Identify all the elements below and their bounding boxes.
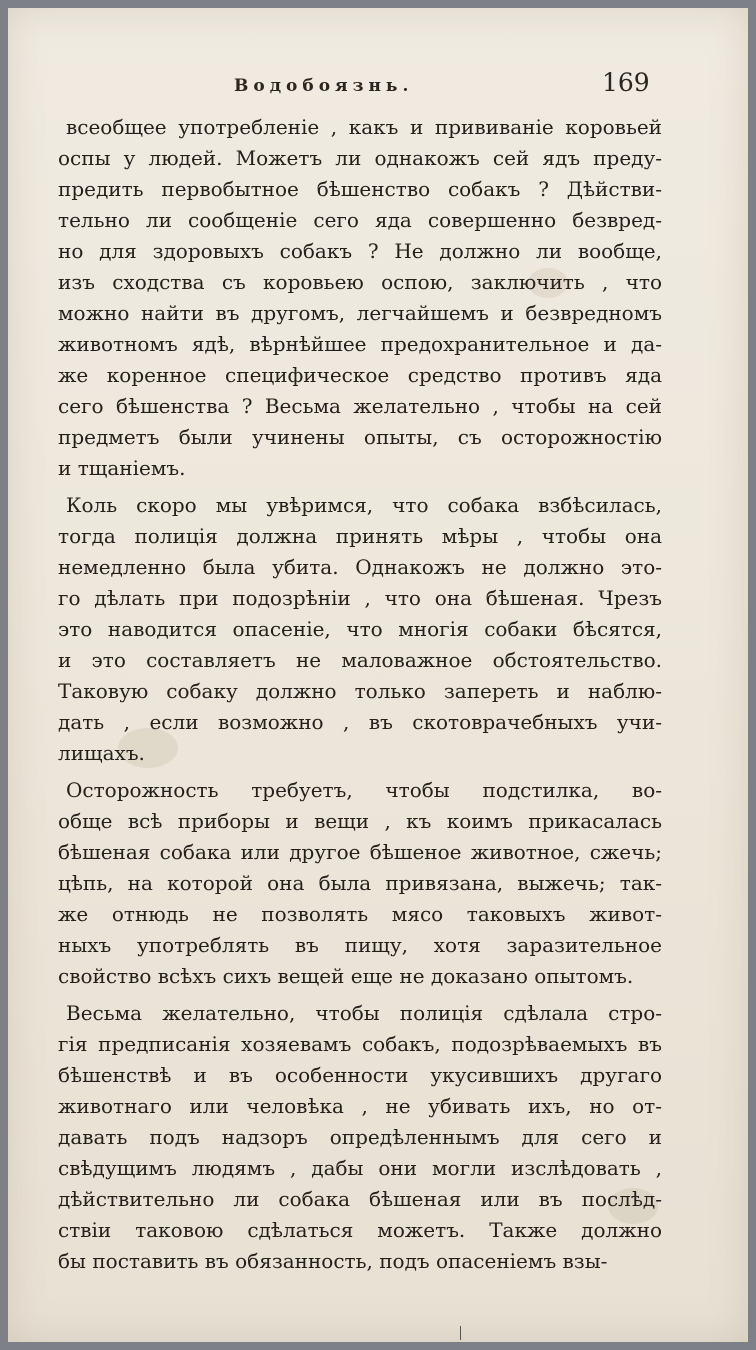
text-line: но для здоровыхъ собакъ ? Не должно ли вообще, <box>58 239 662 263</box>
text-line: предить первобытное бѣшенство собакъ ? Дѣйстви- <box>58 177 662 201</box>
text-line: дѣйствительно ли собака бѣшеная или въ послѣд- <box>58 1187 662 1211</box>
text-line: животнаго или человѣка , не убивать ихъ, но от- <box>58 1094 662 1118</box>
text-line: и тщаніемъ. <box>58 456 186 480</box>
book-page <box>8 8 748 1342</box>
text-line: тогда полиція должна принять мѣры , чтобы она <box>58 524 662 548</box>
text-line: Осторожность требуетъ, чтобы подстилка, во- <box>66 778 662 802</box>
text-line: оспы у людей. Можетъ ли однакожъ сей ядъ преду- <box>58 146 662 170</box>
text-line: тельно ли сообщеніе сего яда совершенно безвред- <box>58 208 662 232</box>
text-line: бы поставить въ обязанность, подъ опасеніемъ взы- <box>58 1249 608 1273</box>
text-line: сего бѣшенства ? Весьма желательно , чтобы на сей <box>58 394 662 418</box>
text-line: бѣшенствѣ и въ особенности укусившихъ другаго <box>58 1063 662 1087</box>
text-line: всеобщее употребленіе , какъ и прививаніе коровьей <box>66 115 662 139</box>
text-line: обще всѣ приборы и вещи , къ коимъ прикасалась <box>58 809 662 833</box>
text-line: и это составляетъ не маловажное обстоятельство. <box>58 648 662 672</box>
text-line: предметъ были учинены опыты, съ осторожностію <box>58 425 662 449</box>
paragraph <box>58 998 662 1277</box>
page-number: 169 <box>602 68 650 97</box>
text-line: ствіи таковою сдѣлаться можетъ. Также должно <box>58 1218 662 1242</box>
page-header <box>8 68 748 108</box>
text-line: бѣшеная собака или другое бѣшеное животное, сжечь; <box>58 840 662 864</box>
text-line: это наводится опасеніе, что многія собаки бѣсятся, <box>58 617 662 641</box>
running-title: Водобоязнь. <box>234 76 414 96</box>
text-line: Таковую собаку должно только запереть и наблю- <box>58 679 662 703</box>
text-line: лищахъ. <box>58 741 145 765</box>
text-line: же отнюдь не позволять мясо таковыхъ живот- <box>58 902 662 926</box>
text-line: Весьма желательно, чтобы полиція сдѣлала стро- <box>66 1001 662 1025</box>
text-line: дать , если возможно , въ скотоврачебныхъ учи- <box>58 710 662 734</box>
text-line: давать подъ надзоръ опредѣленнымъ для сего и <box>58 1125 662 1149</box>
text-line: свѣдущимъ людямъ , дабы они могли изслѣдовать , <box>58 1156 662 1180</box>
body-text <box>58 112 662 1277</box>
text-line: ныхъ употреблять въ пищу, хотя заразительное <box>58 933 662 957</box>
text-line: го дѣлать при подозрѣніи , что она бѣшеная. Чрезъ <box>58 586 662 610</box>
text-line: изъ сходства съ коровьею оспою, заключить , что <box>58 270 662 294</box>
text-line: животномъ ядѣ, вѣрнѣйшее предохранительное и да- <box>58 332 662 356</box>
paragraph <box>58 490 662 769</box>
text-line: свойство всѣхъ сихъ вещей еще не доказано опытомъ. <box>58 964 634 988</box>
text-line: же коренное специфическое средство противъ яда <box>58 363 662 387</box>
text-line: цѣпь, на которой она была привязана, выжечь; так- <box>58 871 662 895</box>
text-line: гія предписанія хозяевамъ собакъ, подозрѣваемыхъ въ <box>58 1032 662 1056</box>
text-line: можно найти въ другомъ, легчайшемъ и безвредномъ <box>58 301 662 325</box>
paragraph <box>58 775 662 992</box>
text-line: Коль скоро мы увѣримся, что собака взбѣсилась, <box>66 493 662 517</box>
paragraph <box>58 112 662 484</box>
margin-mark <box>460 1326 461 1340</box>
text-line: немедленно была убита. Однакожъ не должно это- <box>58 555 662 579</box>
